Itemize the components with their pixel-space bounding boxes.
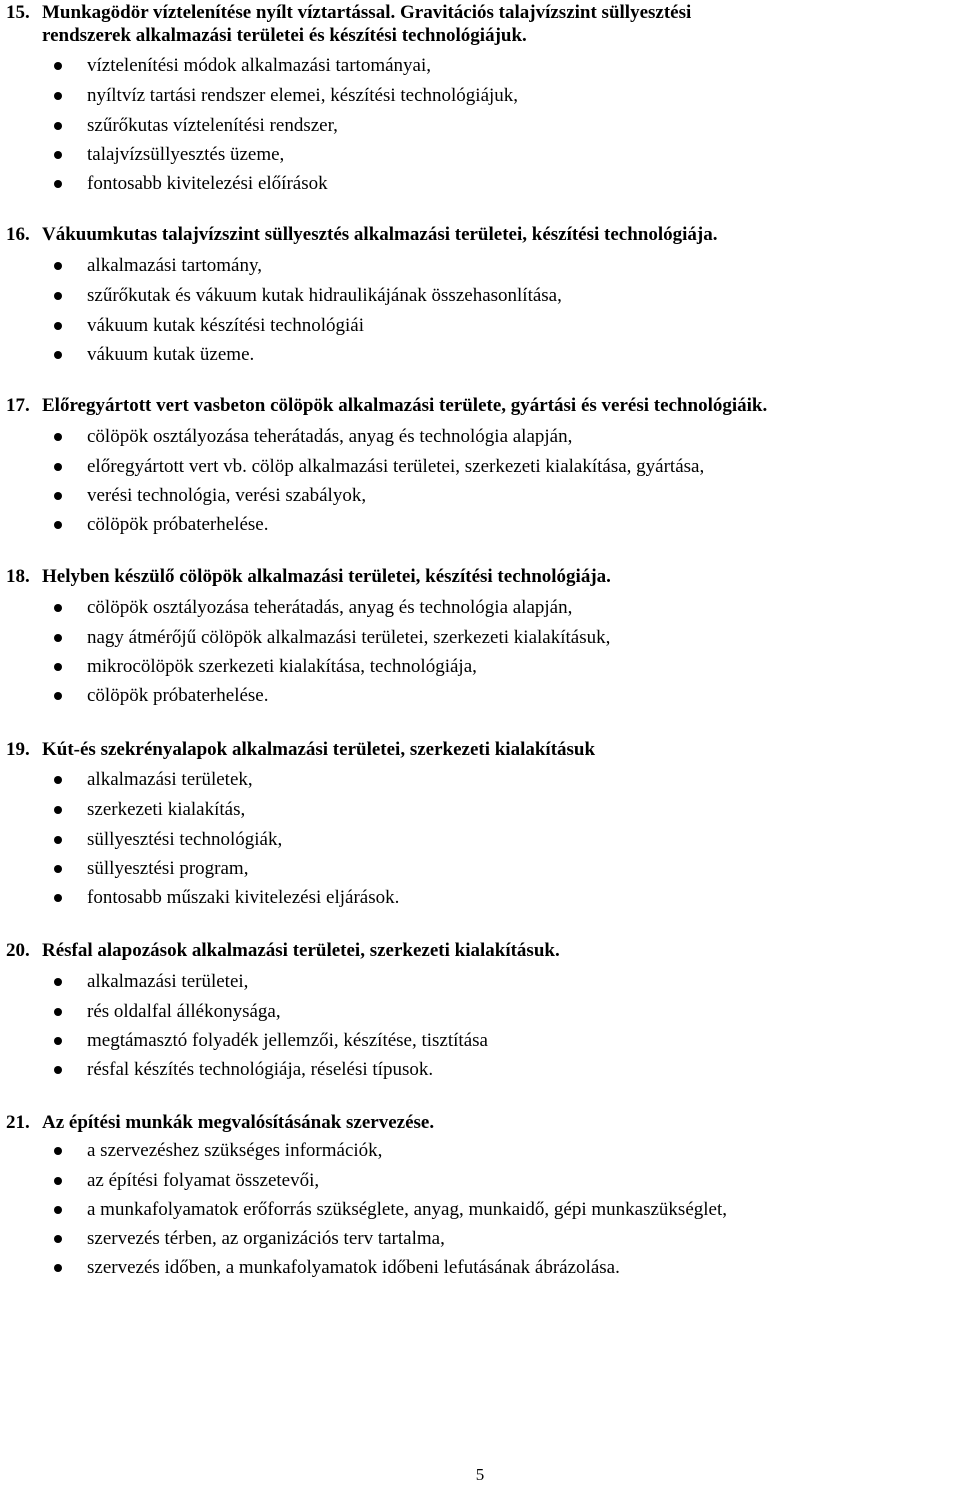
section-heading-continued	[42, 23, 960, 49]
list-item: szervezés térben, az organizációs terv tartalma,	[0, 1224, 960, 1254]
section-number: 15.	[6, 2, 30, 23]
bullet-icon	[54, 836, 62, 844]
bullet-icon	[54, 322, 62, 330]
list-item: nyíltvíz tartási rendszer elemei, készítési technológiájuk,	[0, 81, 960, 111]
list-item: alkalmazási tartomány,	[0, 251, 960, 281]
list-item: cölöpök osztályozása teherátadás, anyag és technológia alapján,	[0, 422, 960, 452]
list-item: cölöpök próbaterhelése.	[0, 681, 960, 711]
section-heading	[6, 222, 956, 248]
list-item: az építési folyamat összetevői,	[0, 1166, 960, 1196]
list-item: résfal készítés technológiája, réselési típusok.	[0, 1055, 960, 1085]
bullet-icon	[54, 1235, 62, 1243]
list-item: előregyártott vert vb. cölöp alkalmazási területei, szerkezeti kialakítása, gyártása,	[0, 452, 960, 482]
bullet-icon	[54, 92, 62, 100]
bullet-icon	[54, 1147, 62, 1155]
section-title: Munkagödör víztelenítése nyílt víztartással. Gravitációs talajvízszint süllyesztési	[42, 2, 692, 23]
section-heading	[6, 737, 956, 763]
bullet-icon	[54, 1037, 62, 1045]
bullet-icon	[54, 978, 62, 986]
section-title: Előregyártott vert vasbeton cölöpök alkalmazási területe, gyártási és verési technológiáik.	[42, 395, 768, 416]
bullet-icon	[54, 292, 62, 300]
bullet-icon	[54, 1066, 62, 1074]
section-title: Az építési munkák megvalósításának szervezése.	[42, 1112, 435, 1133]
bullet-icon	[54, 62, 62, 70]
list-item: víztelenítési módok alkalmazási tartományai,	[0, 51, 960, 81]
list-item: szűrőkutas víztelenítési rendszer,	[0, 111, 960, 141]
bullet-icon	[54, 492, 62, 500]
section-number: 16.	[6, 224, 30, 245]
bullet-icon	[54, 634, 62, 642]
section-heading	[6, 393, 956, 419]
bullet-icon	[54, 776, 62, 784]
list-item: nagy átmérőjű cölöpök alkalmazási területei, szerkezeti kialakításuk,	[0, 623, 960, 653]
list-item: fontosabb kivitelezési előírások	[0, 169, 960, 199]
bullet-icon	[54, 1008, 62, 1016]
bullet-icon	[54, 151, 62, 159]
list-item: szerkezeti kialakítás,	[0, 795, 960, 825]
section-heading	[6, 938, 956, 964]
section-number: 18.	[6, 566, 30, 587]
bullet-icon	[54, 463, 62, 471]
list-item: alkalmazási területei,	[0, 967, 960, 997]
bullet-icon	[54, 262, 62, 270]
bullet-icon	[54, 663, 62, 671]
list-item: a szervezéshez szükséges információk,	[0, 1136, 960, 1166]
list-item: rés oldalfal állékonysága,	[0, 997, 960, 1027]
section-number: 19.	[6, 739, 30, 760]
bullet-icon	[54, 433, 62, 441]
list-item: süllyesztési technológiák,	[0, 825, 960, 855]
list-item: vákuum kutak készítési technológiái	[0, 311, 960, 341]
list-item: vákuum kutak üzeme.	[0, 340, 960, 370]
bullet-icon	[54, 1177, 62, 1185]
page-number: 5	[475, 1465, 485, 1484]
bullet-icon	[54, 692, 62, 700]
bullet-icon	[54, 894, 62, 902]
list-item: fontosabb műszaki kivitelezési eljárások.	[0, 883, 960, 913]
section-number: 20.	[6, 940, 30, 961]
list-item: cölöpök próbaterhelése.	[0, 510, 960, 540]
bullet-icon	[54, 604, 62, 612]
bullet-icon	[54, 865, 62, 873]
bullet-icon	[54, 806, 62, 814]
bullet-icon	[54, 122, 62, 130]
section-heading	[6, 564, 956, 590]
list-item: cölöpök osztályozása teherátadás, anyag és technológia alapján,	[0, 593, 960, 623]
list-item: szervezés időben, a munkafolyamatok időbeni lefutásának ábrázolása.	[0, 1253, 960, 1283]
bullet-icon	[54, 1264, 62, 1272]
section-title: Résfal alapozások alkalmazási területei, szerkezeti kialakításuk.	[42, 940, 560, 961]
list-item: verési technológia, verési szabályok,	[0, 481, 960, 511]
section-title: Kút-és szekrényalapok alkalmazási területei, szerkezeti kialakításuk	[42, 739, 596, 760]
bullet-icon	[54, 351, 62, 359]
list-item: mikrocölöpök szerkezeti kialakítása, technológiája,	[0, 652, 960, 682]
list-item: talajvízsüllyesztés üzeme,	[0, 140, 960, 170]
bullet-icon	[54, 1206, 62, 1214]
bullet-icon	[54, 521, 62, 529]
list-item: szűrőkutak és vákuum kutak hidraulikájának összehasonlítása,	[0, 281, 960, 311]
list-item: süllyesztési program,	[0, 854, 960, 884]
bullet-icon	[54, 180, 62, 188]
section-number: 21.	[6, 1112, 30, 1133]
section-title: Vákuumkutas talajvízszint süllyesztés alkalmazási területei, készítési technológiája.	[42, 224, 718, 245]
list-item: a munkafolyamatok erőforrás szükséglete, anyag, munkaidő, gépi munkaszükséglet,	[0, 1195, 960, 1225]
list-item: megtámasztó folyadék jellemzői, készítése, tisztítása	[0, 1026, 960, 1056]
list-item: alkalmazási területek,	[0, 765, 960, 795]
section-title-continued: rendszerek alkalmazási területei és készítési technológiájuk.	[42, 25, 527, 46]
section-number: 17.	[6, 395, 30, 416]
section-title: Helyben készülő cölöpök alkalmazási területei, készítési technológiája.	[42, 566, 611, 587]
section-heading	[6, 1110, 956, 1136]
